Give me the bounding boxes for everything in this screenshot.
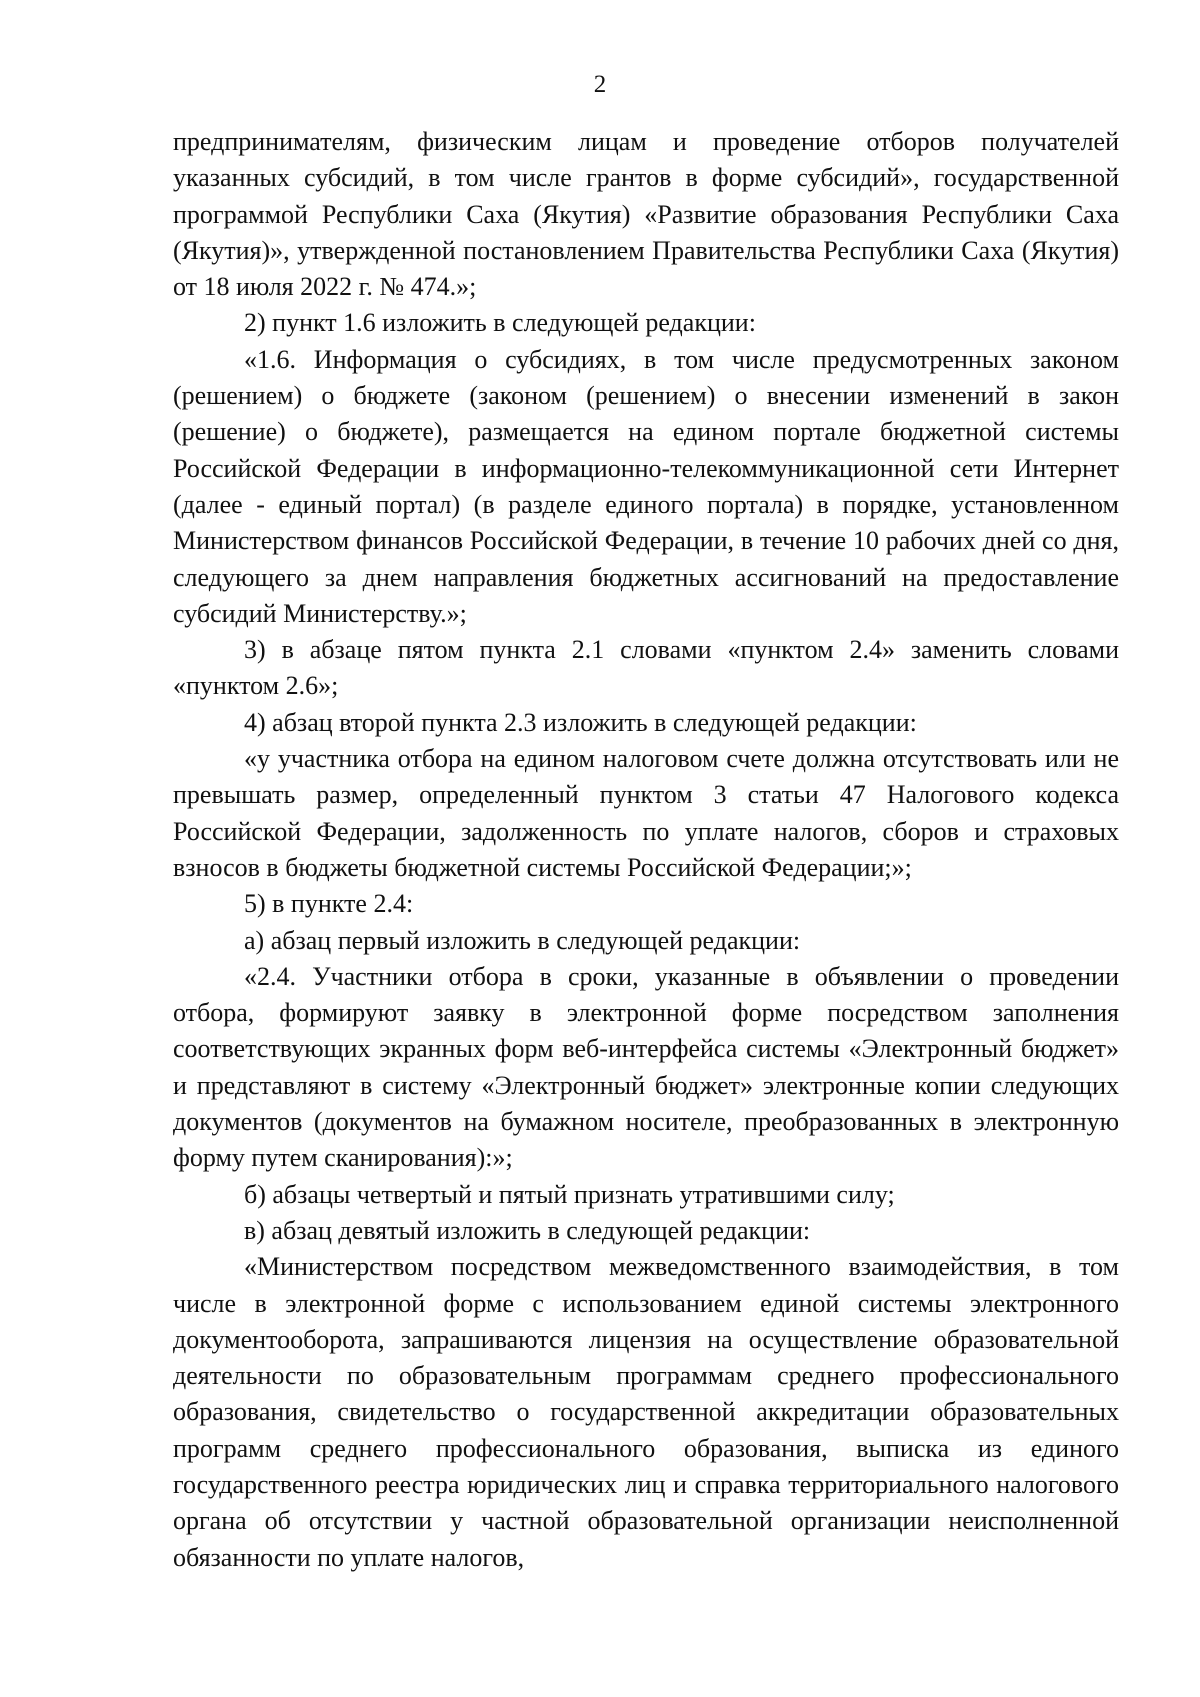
paragraph: «2.4. Участники отбора в сроки, указанные в объявлении о проведении отбора, формируют заявку в электронной форме посредством заполнения соответствующих экранных форм веб-интерфейса системы «Электронный бюджет» и представляют в систему «Электронный бюджет» электронные копии следующих документов (документов на бумажном носителе, преобразованных в электронную форму путем сканирования):»;	[173, 961, 1119, 1173]
paragraph: 2) пункт 1.6 изложить в следующей редакции:	[244, 308, 756, 338]
paragraph: 5) в пункте 2.4:	[244, 889, 414, 919]
paragraph: «1.6. Информация о субсидиях, в том числе предусмотренных законом (решением) о бюджете (законом (решением) о внесении изменений в закон (решение) о бюджете), размещается на едином портале бюджетной системы Российской Федерации в информационно-телекоммуникационной сети Интернет (далее - единый портал) (в разделе единого портала) в порядке, установленном Министерством финансов Российской Федерации, в течение 10 рабочих дней со дня, следующего за днем направления бюджетных ассигнований на предоставление субсидий Министерству.»;	[173, 344, 1119, 628]
paragraph: б) абзацы четвертый и пятый признать утратившими силу;	[244, 1179, 895, 1209]
paragraph: 4) абзац второй пункта 2.3 изложить в следующей редакции:	[244, 707, 917, 737]
paragraph: предпринимателям, физическим лицам и проведение отборов получателей указанных субсидий, в том числе грантов в форме субсидий», государственной программой Республики Саха (Якутия) «Развитие образования Республики Саха (Якутия)», утвержденной постановлением Правительства Республики Саха (Якутия) от 18 июля 2022 г. № 474.»;	[173, 127, 1119, 302]
paragraph: «у участника отбора на едином налоговом счете должна отсутствовать или не превышать размер, определенный пунктом 3 статьи 47 Налогового кодекса Российской Федерации, задолженность по уплате налогов, сборов и страховых взносов в бюджеты бюджетной системы Российской Федерации;»;	[173, 744, 1119, 882]
page-number: 2	[593, 71, 607, 98]
paragraph: «Министерством посредством межведомственного взаимодействия, в том числе в электронной форме с использованием единой системы электронного документооборота, запрашиваются лицензия на осуществление образовательной деятельности по образовательным программам среднего профессионального образования, свидетельство о государственной аккредитации образовательных программ среднего профессионального образования, выписка из единого государственного реестра юридических лиц и справка территориального налогового органа об отсутствии у частной образовательной организации неисполненной обязанности по уплате налогов,	[173, 1252, 1119, 1572]
paragraph: 3) в абзаце пятом пункта 2.1 словами «пунктом 2.4» заменить словами «пунктом 2.6»;	[173, 635, 1119, 701]
paragraph: а) абзац первый изложить в следующей редакции:	[244, 925, 801, 955]
document-body	[173, 124, 1119, 1576]
paragraph: в) абзац девятый изложить в следующей редакции:	[244, 1215, 811, 1245]
